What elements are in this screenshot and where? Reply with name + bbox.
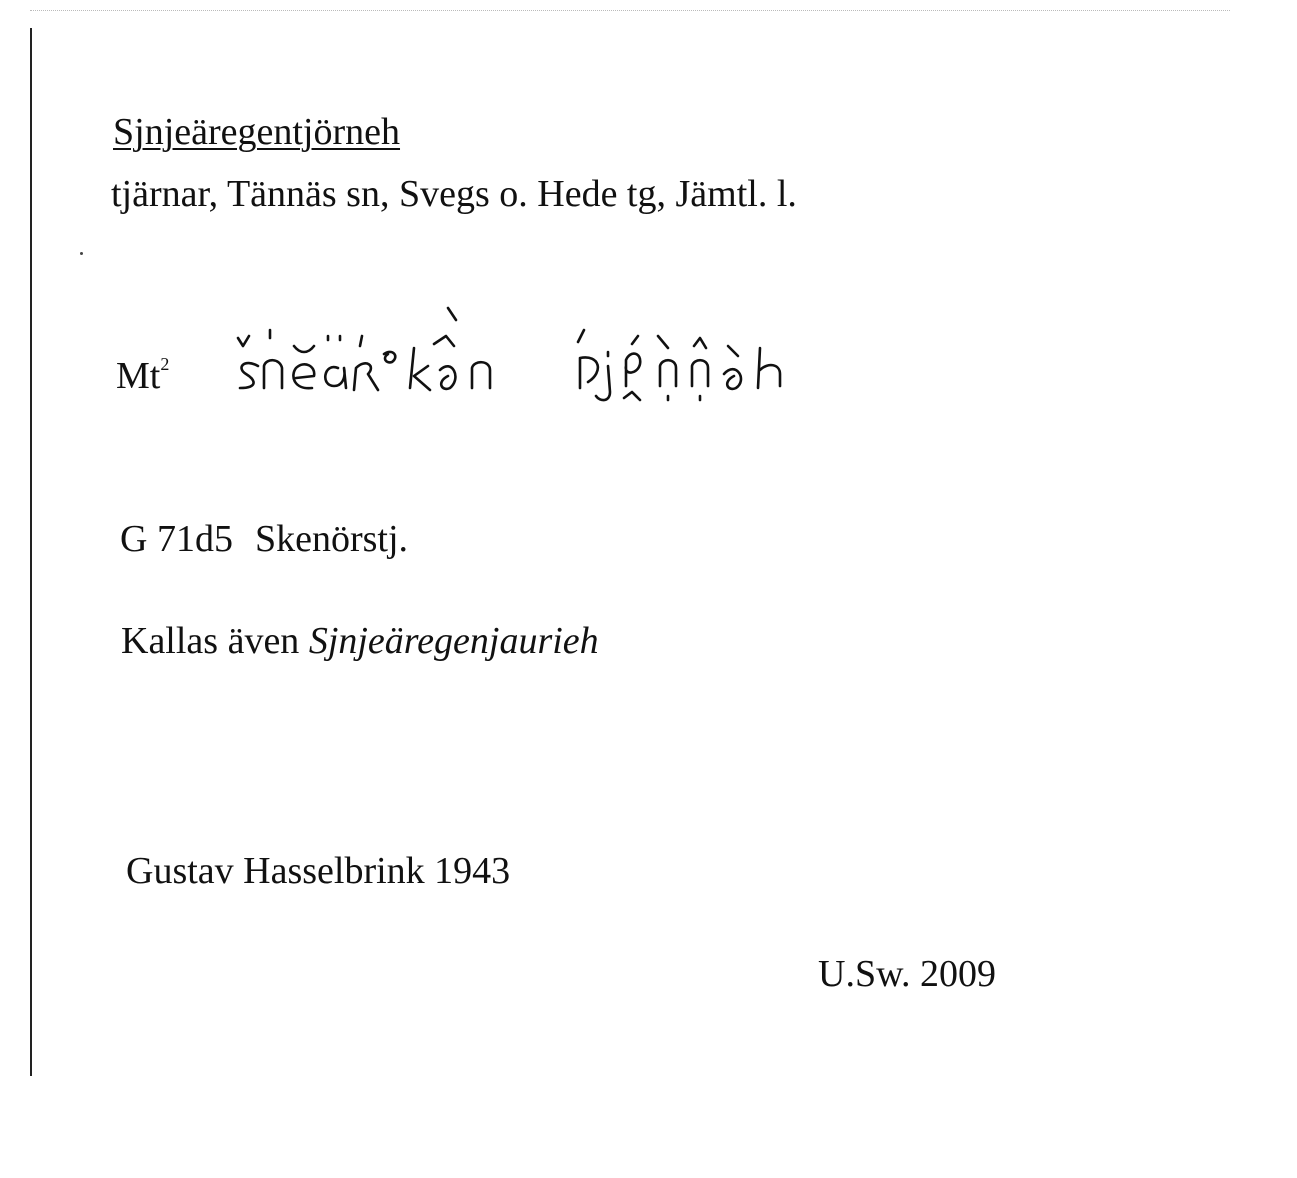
pronunciation-line xyxy=(116,355,169,395)
location-line: tjärnar, Tännäs sn, Svegs o. Hede tg, Jämtl. l. xyxy=(111,173,797,215)
map-reference xyxy=(120,520,408,558)
variant-name-line xyxy=(121,622,599,660)
variant-name: Sjnjeäregenjaurieh xyxy=(308,620,599,662)
pronunciation-label-superscript: 2 xyxy=(160,354,170,374)
map-reference-code: G 71d5 xyxy=(120,518,233,560)
pronunciation-label-text: Mt xyxy=(116,355,161,397)
card-top-edge xyxy=(30,10,1230,11)
transcriber-credit: U.Sw. 2009 xyxy=(818,953,997,995)
handwritten-phonetic-transcription xyxy=(228,296,808,406)
pronunciation-label xyxy=(116,355,169,397)
map-reference-name: Skenörstj. xyxy=(254,518,409,560)
headword: Sjnjeäregentjörneh xyxy=(113,111,401,153)
collector-credit: Gustav Hasselbrink 1943 xyxy=(126,850,511,892)
variant-prefix: Kallas även xyxy=(121,620,300,662)
scan-speck xyxy=(80,252,83,255)
card-left-rule xyxy=(30,28,32,1076)
